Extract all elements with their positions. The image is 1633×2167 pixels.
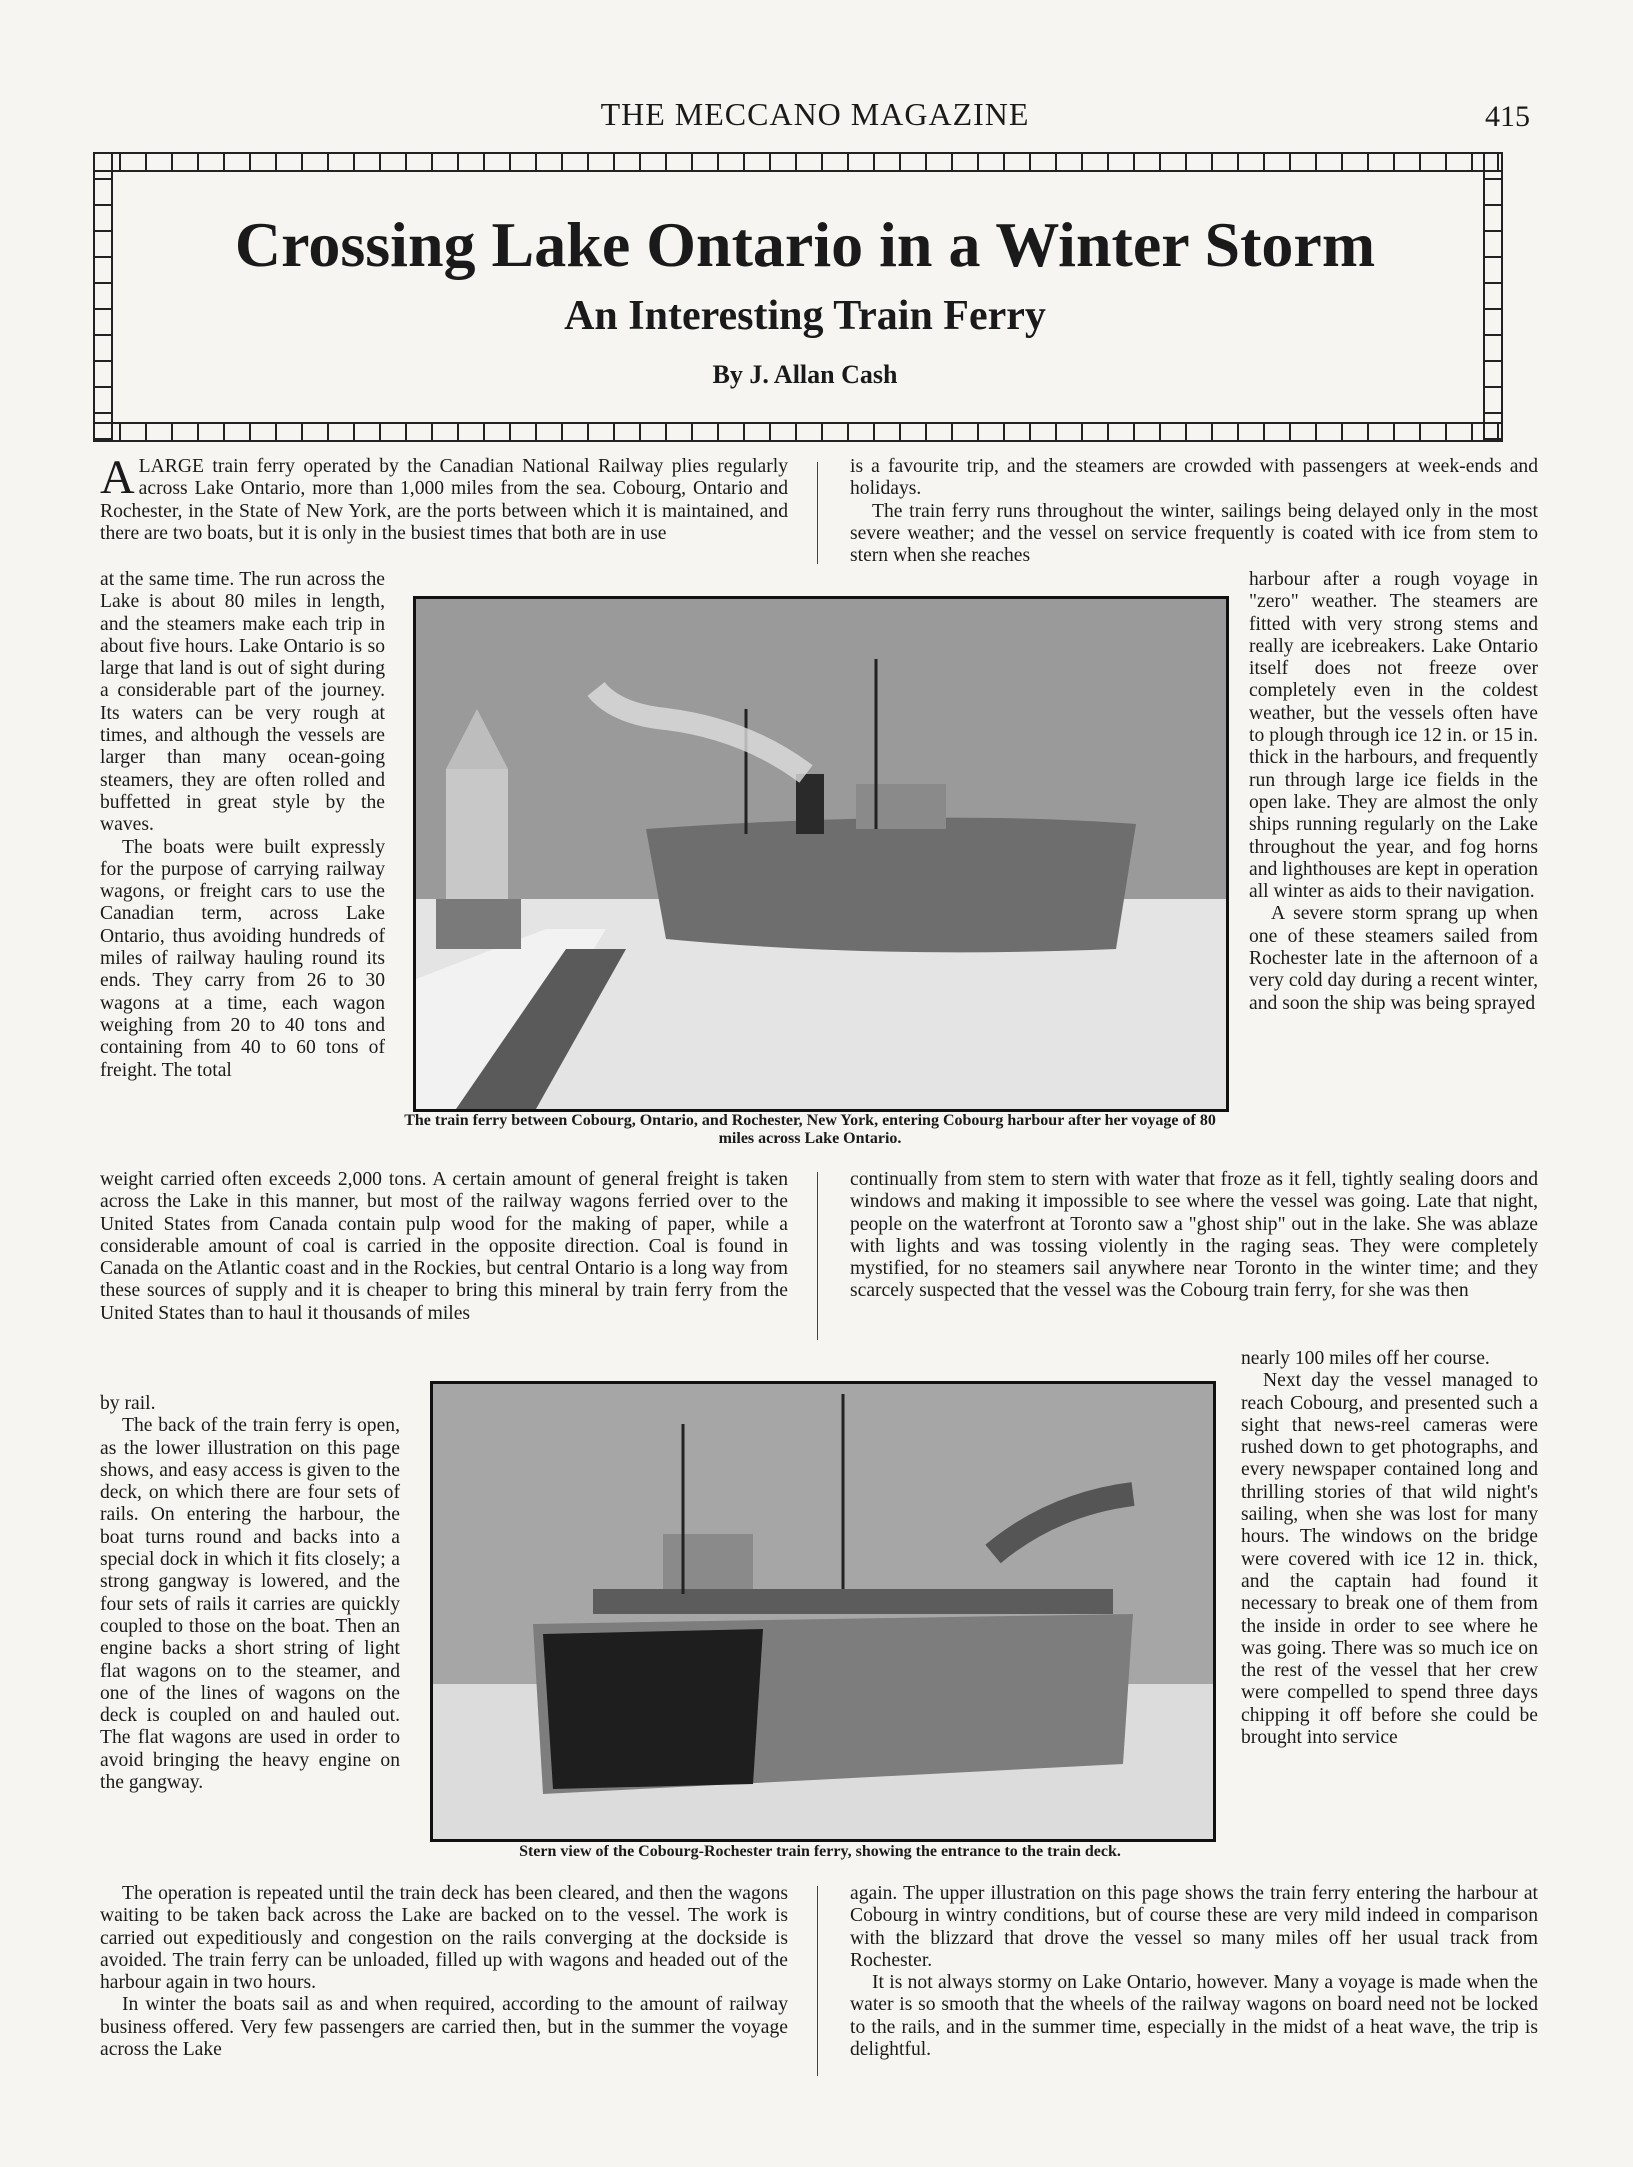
photo1-caption: The train ferry between Cobourg, Ontario, and Rochester, New York, entering Cobourg harbour after her voyage of 80 miles across Lake Ontario. bbox=[404, 1112, 1216, 1147]
running-head bbox=[100, 96, 1530, 136]
narrow-right-2 bbox=[1241, 1348, 1538, 1749]
title-frame-bottom bbox=[93, 422, 1503, 442]
narrow-left-1 bbox=[100, 569, 385, 1082]
title-frame-left bbox=[93, 152, 113, 442]
narrow-left-1-p1: at the same time. The run across the Lake is about 80 miles in length, and the steamers make each trip in about five hours. Lake Ontario is so large that land is out of sight during a considerable part of the journey. Its waters can be very rough at times, and although the vessels are larger than many ocean-going steamers, they are often rolled and buffetted in great style by the waves. bbox=[100, 569, 385, 836]
col-right-bottom-p2: It is not always stormy on Lake Ontario, however. Many a voyage is made when the water is so smooth that the wheels of the railway wagons on board need not be locked to the rails, and in the summer time, especially in the midst of a heat wave, the trip is delightful. bbox=[850, 1972, 1538, 2061]
col-right-bottom bbox=[850, 1883, 1538, 2061]
col-right-mid bbox=[850, 1169, 1538, 1303]
col-left-mid bbox=[100, 1169, 788, 1325]
article-byline: By J. Allan Cash bbox=[712, 360, 898, 389]
title-frame-top bbox=[93, 152, 1503, 172]
narrow-left-2 bbox=[100, 1393, 400, 1794]
drop-cap: A bbox=[100, 451, 135, 504]
article-title: Crossing Lake Ontario in a Winter Storm bbox=[234, 209, 1376, 280]
page-number: 415 bbox=[1485, 100, 1530, 133]
col-left-mid-p1: weight carried often exceeds 2,000 tons. A certain amount of general freight is taken across the Lake in this manner, but most of the railway wagons ferried over to the United States from Canada contain pulp wood for the making of paper, while a considerable amount of coal is carried in the opposite direction. Coal is found in Canada on the Atlantic coast and in the Rockies, but central Ontario is a long way from these sources of supply and it is cheaper to bring this mineral by train ferry from the United States than to haul it thousands of miles bbox=[100, 1169, 788, 1324]
col-left-bottom-p1: The operation is repeated until the train deck has been cleared, and then the wagons waiting to be taken back across the Lake are backed on to the vessel. The work is carried out expeditiously and congestion on the rails converging at the dockside is avoided. The train ferry can be unloaded, filled up with wagons and headed out of the harbour again in two hours. bbox=[100, 1883, 788, 1994]
narrow-right-2-p2: Next day the vessel managed to reach Cobourg, and presented such a sight that news-reel cameras were rushed down to get photographs, and every newspaper contained long and thrilling stories of that wild night's sailing, when she was lost for many hours. The windows on the bridge were covered with ice 12 in. thick, and the captain had found it necessary to break one of them from the inside in order to see where he was going. There was so much ice on the rest of the vessel that her crew were compelled to spend three days chipping it off before she could be brought into service bbox=[1241, 1370, 1538, 1749]
narrow-left-2-p2: The back of the train ferry is open, as the lower illustration on this page shows, and easy access is given to the deck, on which there are four sets of rails. On entering the harbour, the boat turns round and backs into a special dock in which it fits closely; a strong gangway is lowered, and the four sets of rails it carries are quickly coupled to those on the boat. Then an engine backs a short string of light flat wagons on to the steamer, and one of the lines of wagons on the deck is coupled on and hauled out. The flat wagons are used in order to avoid bringing the heavy engine on the gangway. bbox=[100, 1415, 400, 1794]
col-right-top-p1: is a favourite trip, and the steamers are crowded with passengers at week-ends and holidays. bbox=[850, 456, 1538, 500]
narrow-right-1-p1: harbour after a rough voyage in "zero" weather. The steamers are fitted with very strong stems and really are icebreakers. Lake Ontario itself does not freeze over completely even in the coldest weather, but the vessels often have to plough through ice 12 in. or 15 in. thick in the harbours, and frequently run through large ice fields in the open lake. They are almost the only ships running regularly on the Lake throughout the year, and fog horns and lighthouses are kept in operation all winter as aids to their navigation. bbox=[1249, 569, 1538, 903]
col-left-top-p1: LARGE train ferry operated by the Canadian National Railway plies regularly across Lake Ontario, more than 1,000 miles from the sea. Cobourg, Ontario and Rochester, in the State of New York, are the ports between which it is maintained, and there are two boats, but it is only in the busiest times that both are in use bbox=[100, 456, 788, 544]
column-rule-top bbox=[817, 462, 818, 564]
column-rule-mid bbox=[817, 1172, 818, 1340]
col-left-bottom-p2: In winter the boats sail as and when required, according to the amount of railway business offered. Very few passengers are carried then, but in the summer the voyage across the Lake bbox=[100, 1994, 788, 2061]
col-right-top-p2: The train ferry runs throughout the winter, sailings being delayed only in the most severe weather; and the vessel on service frequently is coated with ice from stem to stern when she reaches bbox=[850, 500, 1538, 567]
photo-ferry-entering-harbour bbox=[413, 596, 1229, 1112]
col-left-top bbox=[100, 451, 788, 545]
narrow-left-1-p2: The boats were built expressly for the purpose of carrying railway wagons, or freight cars to use the Canadian term, across Lake Ontario, thus avoiding hundreds of miles of railway hauling round its ends. They carry from 26 to 30 wagons at a time, each wagon weighing from 20 to 40 tons and containing from 40 to 60 tons of freight. The total bbox=[100, 836, 385, 1081]
narrow-left-2-p1: by rail. bbox=[100, 1393, 156, 1414]
col-right-mid-p1: continually from stem to stern with water that froze as it fell, tightly sealing doors and windows and making it impossible to see where the vessel was going. Late that night, people on the waterfront at Toronto saw a "ghost ship" out in the lake. She was ablaze with lights and was tossing violently in the raging seas. They were completely mystified, for no steamers sail anywhere near Toronto in the winter time; and they scarcely suspected that the vessel was the Cobourg train ferry, for she was then bbox=[850, 1169, 1538, 1302]
col-right-top bbox=[850, 456, 1538, 567]
photo-ferry-stern-view bbox=[430, 1381, 1216, 1842]
photo2-caption: Stern view of the Cobourg-Rochester train ferry, showing the entrance to the train deck. bbox=[519, 1843, 1121, 1860]
ferry-stern-illustration bbox=[433, 1384, 1213, 1839]
article-subtitle: An Interesting Train Ferry bbox=[564, 293, 1046, 339]
narrow-right-2-p1: nearly 100 miles off her course. bbox=[1241, 1348, 1490, 1369]
narrow-right-1 bbox=[1249, 569, 1538, 1015]
magazine-title: THE MECCANO MAGAZINE bbox=[600, 96, 1030, 132]
narrow-right-1-p2: A severe storm sprang up when one of these steamers sailed from Rochester late in the afternoon of a very cold day during a recent winter, and soon the ship was being sprayed bbox=[1249, 903, 1538, 1014]
column-rule-bottom bbox=[817, 1886, 818, 2076]
ferry-harbour-illustration bbox=[416, 599, 1226, 1109]
col-left-bottom bbox=[100, 1883, 788, 2061]
col-right-bottom-p1: again. The upper illustration on this page shows the train ferry entering the harbour at Cobourg in wintry conditions, but of course these are very mild indeed in comparison with the blizzard that drove the vessel so many miles off her usual track from Rochester. bbox=[850, 1883, 1538, 1971]
